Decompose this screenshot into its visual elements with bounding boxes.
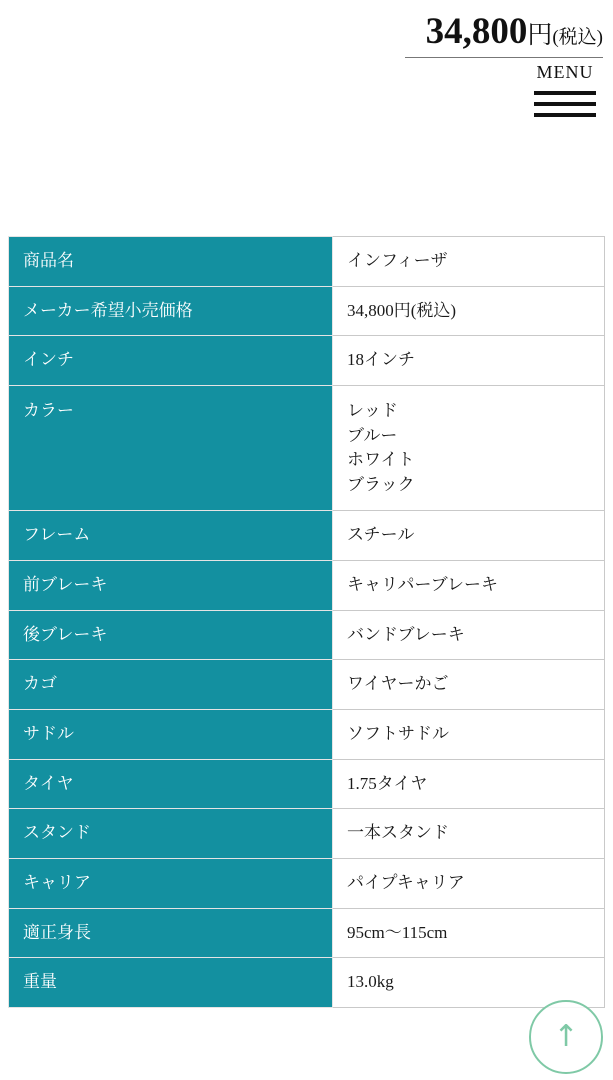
spec-key-cell: 前ブレーキ bbox=[9, 561, 333, 611]
table-row bbox=[9, 759, 605, 809]
spec-value-line: キャリパーブレーキ bbox=[347, 575, 498, 595]
spec-key-cell: 商品名 bbox=[9, 237, 333, 287]
table-row bbox=[9, 958, 605, 1008]
table-row bbox=[9, 385, 605, 511]
table-row bbox=[9, 858, 605, 908]
spec-key-cell: サドル bbox=[9, 710, 333, 760]
spec-value-line: 13.0kg bbox=[347, 972, 394, 992]
spec-value-line: 34,800円(税込) bbox=[347, 300, 457, 320]
back-to-top-button[interactable] bbox=[529, 1000, 603, 1074]
table-row bbox=[9, 809, 605, 859]
hamburger-icon[interactable] bbox=[534, 91, 596, 117]
table-row bbox=[9, 561, 605, 611]
table-row bbox=[9, 286, 605, 336]
page-header bbox=[0, 0, 613, 58]
spec-value-line: パイプキャリア bbox=[347, 872, 465, 892]
spec-key-cell: インチ bbox=[9, 336, 333, 386]
spec-key-cell: フレーム bbox=[9, 511, 333, 561]
spec-value-cell bbox=[333, 237, 605, 287]
spec-key-cell: メーカー希望小売価格 bbox=[9, 286, 333, 336]
table-row bbox=[9, 610, 605, 660]
table-row bbox=[9, 710, 605, 760]
spec-key-cell: 重量 bbox=[9, 958, 333, 1008]
spec-value-line: ブラック bbox=[347, 474, 415, 494]
spec-key-cell: カゴ bbox=[9, 660, 333, 710]
price-currency: 円 bbox=[527, 22, 553, 49]
spec-value-cell bbox=[333, 561, 605, 611]
arrow-up-icon: ↑ bbox=[553, 1019, 579, 1054]
spec-value-cell bbox=[333, 385, 605, 511]
spec-value-cell bbox=[333, 908, 605, 958]
spec-value-line: ワイヤーかご bbox=[347, 674, 449, 694]
spec-value-line: バンドブレーキ bbox=[347, 624, 465, 644]
spec-value-line: レッド bbox=[347, 400, 398, 420]
spec-key-cell: タイヤ bbox=[9, 759, 333, 809]
spec-value-line: 18インチ bbox=[347, 350, 415, 370]
price-underline bbox=[405, 57, 603, 58]
spec-value-line: 一本スタンド bbox=[347, 823, 449, 843]
table-row bbox=[9, 908, 605, 958]
spec-value-cell bbox=[333, 710, 605, 760]
menu-button[interactable] bbox=[531, 62, 599, 117]
menu-label: MENU bbox=[536, 62, 594, 82]
specification-table bbox=[8, 236, 605, 1008]
spec-value-cell bbox=[333, 660, 605, 710]
header-price bbox=[0, 10, 613, 53]
spec-key-cell: カラー bbox=[9, 385, 333, 511]
spec-key-cell: 後ブレーキ bbox=[9, 610, 333, 660]
spec-table-body bbox=[9, 237, 605, 1008]
table-row bbox=[9, 660, 605, 710]
price-tax-note: (税込) bbox=[552, 27, 603, 48]
spec-value-cell bbox=[333, 286, 605, 336]
spec-key-cell: 適正身長 bbox=[9, 908, 333, 958]
spec-value-line: ブルー bbox=[347, 425, 398, 445]
spec-value-line: ソフトサドル bbox=[347, 724, 449, 744]
price-amount: 34,800 bbox=[425, 11, 528, 52]
spec-value-cell bbox=[333, 809, 605, 859]
table-row bbox=[9, 237, 605, 287]
table-row bbox=[9, 336, 605, 386]
spec-key-cell: スタンド bbox=[9, 809, 333, 859]
spec-value-cell bbox=[333, 759, 605, 809]
spec-value-line: 95cm〜115cm bbox=[347, 922, 448, 942]
spec-value-line: スチール bbox=[347, 525, 415, 545]
spec-value-line: 1.75タイヤ bbox=[347, 773, 428, 793]
spec-value-line: インフィーザ bbox=[347, 251, 448, 270]
spec-value-cell bbox=[333, 511, 605, 561]
spec-key-cell: キャリア bbox=[9, 858, 333, 908]
table-row bbox=[9, 511, 605, 561]
spec-value-cell bbox=[333, 336, 605, 386]
spec-value-cell bbox=[333, 610, 605, 660]
spec-value-cell bbox=[333, 858, 605, 908]
spec-value-line: ホワイト bbox=[347, 450, 415, 470]
